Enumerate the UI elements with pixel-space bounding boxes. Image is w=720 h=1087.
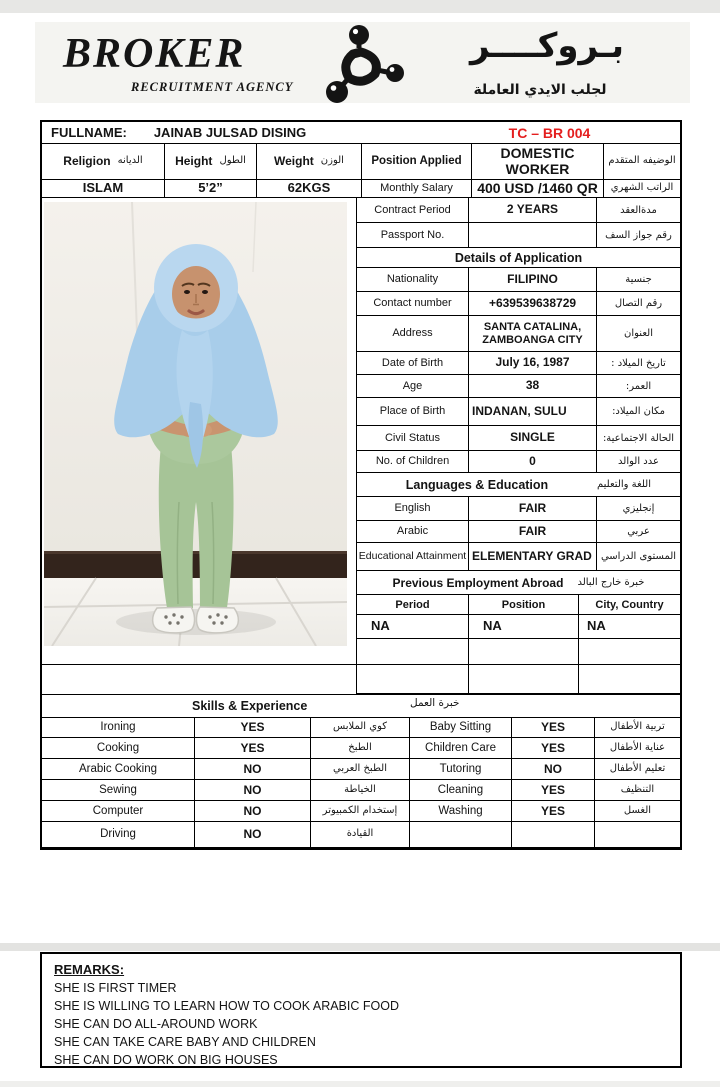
skill-right-label: Baby Sitting bbox=[410, 718, 512, 737]
page-break-band bbox=[0, 943, 720, 951]
skill-right-arabic: التنظيف bbox=[620, 783, 655, 795]
detail-row bbox=[357, 268, 680, 292]
period-value bbox=[357, 639, 469, 664]
skill-right-label: Cleaning bbox=[410, 780, 512, 800]
civil-status-value: SINGLE bbox=[469, 426, 597, 450]
previous-employment-header bbox=[357, 571, 680, 595]
weight-value: 62KGS bbox=[257, 180, 362, 197]
nationality-label: Nationality bbox=[357, 268, 469, 291]
skill-right-label: Washing bbox=[410, 801, 512, 821]
skill-row bbox=[42, 780, 680, 801]
skill-left-label: Ironing bbox=[42, 718, 195, 737]
place-of-birth-label: Place of Birth bbox=[357, 398, 469, 425]
monthly-salary-label: Monthly Salary bbox=[362, 180, 472, 197]
children-arabic: عدد الوالد bbox=[618, 456, 659, 467]
skill-row bbox=[42, 801, 680, 822]
attributes-value-row bbox=[42, 180, 680, 198]
skills-title-arabic: خبرة العمل bbox=[410, 697, 460, 709]
agency-name-arabic: بـروكــــر bbox=[469, 26, 625, 66]
skill-left-label: Computer bbox=[42, 801, 195, 821]
position-header: Position bbox=[469, 595, 579, 614]
position-value: NA bbox=[469, 615, 579, 638]
educational-attainment-label: Educational Attainment bbox=[357, 543, 469, 570]
details-column bbox=[357, 198, 680, 694]
city-country-header: City, Country bbox=[595, 598, 664, 611]
position-applied-label-arabic: الوضيفه المتقدم bbox=[608, 155, 676, 167]
arabic-arabic: عربي bbox=[627, 526, 650, 537]
reference-code: TC – BR 004 bbox=[508, 124, 591, 141]
skill-right-arabic: تعليم الأطفال bbox=[609, 762, 666, 774]
skill-right-value: NO bbox=[512, 759, 595, 779]
page-top-band bbox=[0, 0, 720, 13]
contract-period-value: 2 YEARS bbox=[469, 198, 597, 222]
empty-cell bbox=[42, 665, 356, 694]
skill-left-arabic: كوي الملابس bbox=[311, 718, 410, 737]
religion-label-cell bbox=[42, 144, 165, 179]
nationality-value: FILIPINO bbox=[469, 268, 597, 291]
arabic-value: FAIR bbox=[469, 521, 597, 542]
agency-logo-icon bbox=[309, 24, 409, 104]
detail-row bbox=[357, 451, 680, 473]
city-country-value bbox=[579, 639, 680, 664]
skill-right-value: YES bbox=[512, 738, 595, 758]
biodata-table bbox=[40, 120, 682, 850]
agency-name: BROKER bbox=[63, 31, 246, 77]
english-arabic: إنجليزي bbox=[622, 503, 655, 514]
photo-cell bbox=[42, 198, 356, 665]
skill-right-arabic: الغسل bbox=[623, 804, 652, 816]
skill-right-arabic: عناية الأطفال bbox=[609, 741, 666, 753]
table-body bbox=[42, 198, 680, 695]
skill-left-arabic: الخياطة bbox=[311, 780, 410, 800]
skill-left-value: YES bbox=[195, 718, 311, 737]
agency-tagline-arabic: لجلب الايدي العاملة bbox=[473, 82, 607, 98]
fullname-label: FULLNAME: bbox=[51, 125, 127, 140]
skill-row bbox=[42, 718, 680, 738]
skill-left-label: Driving bbox=[42, 822, 195, 847]
detail-row bbox=[357, 398, 680, 426]
details-of-application-header: Details of Application bbox=[357, 248, 680, 268]
skill-row bbox=[42, 822, 680, 848]
height-value: 5’2” bbox=[165, 180, 257, 197]
position-applied-value: DOMESTIC WORKER bbox=[472, 144, 604, 179]
nationality-arabic: جنسية bbox=[625, 274, 652, 285]
children-value: 0 bbox=[469, 451, 597, 472]
city-country-value: NA bbox=[587, 618, 606, 633]
monthly-salary-value: 400 USD /1460 QR bbox=[472, 180, 604, 197]
skill-left-arabic: إستخدام الكمبيوتر bbox=[311, 801, 410, 821]
contact-number-value: +639539638729 bbox=[469, 292, 597, 315]
passport-no-label: Passport No. bbox=[357, 223, 469, 247]
position-value bbox=[469, 639, 579, 664]
detail-row bbox=[357, 375, 680, 398]
detail-row bbox=[357, 426, 680, 451]
educational-attainment-arabic: المستوى الدراسي bbox=[600, 551, 677, 562]
english-value: FAIR bbox=[469, 497, 597, 520]
height-label-arabic: الطول bbox=[219, 155, 246, 167]
position-applied-label: Position Applied bbox=[362, 144, 472, 179]
detail-row bbox=[357, 543, 680, 571]
languages-education-title-arabic: اللغة والتعليم bbox=[597, 479, 651, 490]
remark-line: SHE CAN DO ALL-AROUND WORK bbox=[54, 1017, 258, 1031]
skill-left-arabic: الطبخ العربي bbox=[311, 759, 410, 779]
skill-right-label bbox=[410, 822, 512, 847]
agency-header bbox=[35, 22, 690, 103]
previous-employment-title: Previous Employment Abroad bbox=[392, 575, 564, 590]
applicant-photo bbox=[44, 202, 347, 646]
previous-employment-title-arabic: خبرة خارج البالد bbox=[577, 577, 645, 588]
detail-row bbox=[357, 198, 680, 223]
remark-line: SHE IS FIRST TIMER bbox=[54, 981, 177, 995]
religion-label: Religion bbox=[63, 154, 111, 169]
contact-number-label: Contact number bbox=[357, 292, 469, 315]
attributes-label-row bbox=[42, 144, 680, 180]
skill-left-arabic: الطبخ bbox=[311, 738, 410, 758]
skill-right-value: YES bbox=[512, 801, 595, 821]
skill-left-label: Sewing bbox=[42, 780, 195, 800]
arabic-label: Arabic bbox=[357, 521, 469, 542]
age-arabic: العمر: bbox=[625, 380, 652, 392]
religion-label-arabic: الديانه bbox=[117, 155, 143, 167]
place-of-birth-value: INDANAN, SULU bbox=[469, 398, 597, 425]
remarks-title: REMARKS: bbox=[54, 962, 125, 977]
children-label: No. of Children bbox=[357, 451, 469, 472]
skill-left-value: NO bbox=[195, 801, 311, 821]
skills-header-row bbox=[42, 695, 680, 718]
age-value: 38 bbox=[469, 375, 597, 397]
contract-period-arabic: مدةالعقد bbox=[620, 204, 657, 216]
skill-left-value: NO bbox=[195, 780, 311, 800]
english-label: English bbox=[357, 497, 469, 520]
civil-status-arabic: الحالة الاجتماعية: bbox=[602, 432, 675, 444]
employment-header-row bbox=[357, 595, 680, 615]
skill-right-arabic bbox=[595, 822, 680, 847]
skills-title: Skills & Experience bbox=[192, 699, 308, 713]
contact-number-arabic: رقم التصال bbox=[614, 298, 663, 309]
detail-row bbox=[357, 352, 680, 375]
detail-row bbox=[357, 497, 680, 521]
skill-left-arabic: القيادة bbox=[311, 822, 410, 847]
period-value bbox=[357, 665, 469, 693]
skill-right-value: YES bbox=[512, 718, 595, 737]
period-value: NA bbox=[357, 615, 469, 638]
skill-row bbox=[42, 759, 680, 780]
contract-period-label: Contract Period bbox=[357, 198, 469, 222]
agency-subtitle: RECRUITMENT AGENCY bbox=[131, 80, 294, 94]
remark-line: SHE CAN TAKE CARE BABY AND CHILDREN bbox=[54, 1035, 316, 1049]
skill-left-value: YES bbox=[195, 738, 311, 758]
remarks-box bbox=[40, 952, 682, 1068]
fullname-value: JAINAB JULSAD DISING bbox=[153, 125, 307, 140]
detail-row bbox=[357, 292, 680, 316]
skill-right-label: Tutoring bbox=[410, 759, 512, 779]
civil-status-label: Civil Status bbox=[357, 426, 469, 450]
skill-left-value: NO bbox=[195, 759, 311, 779]
skill-left-label: Cooking bbox=[42, 738, 195, 758]
position-value bbox=[469, 665, 579, 693]
height-label: Height bbox=[175, 154, 213, 169]
remark-line: SHE IS WILLING TO LEARN HOW TO COOK ARABIC FOOD bbox=[54, 999, 399, 1013]
monthly-salary-label-arabic: الراتب الشهري bbox=[610, 182, 674, 194]
date-of-birth-label: Date of Birth bbox=[357, 352, 469, 374]
date-of-birth-arabic: تاريخ الميلاد : bbox=[611, 357, 666, 369]
skill-row bbox=[42, 738, 680, 759]
weight-label-cell bbox=[257, 144, 362, 179]
weight-label: Weight bbox=[274, 154, 314, 169]
passport-no-value bbox=[469, 223, 597, 247]
religion-value: ISLAM bbox=[42, 180, 165, 197]
employment-row bbox=[357, 615, 680, 639]
skill-right-value bbox=[512, 822, 595, 847]
fullname-row bbox=[42, 122, 680, 144]
employment-row bbox=[357, 639, 680, 665]
address-value: SANTA CATALINA, ZAMBOANGA CITY bbox=[469, 316, 597, 351]
passport-no-arabic: رقم جواز السف bbox=[605, 229, 672, 241]
skill-right-value: YES bbox=[512, 780, 595, 800]
languages-education-header bbox=[357, 473, 680, 497]
page-bottom-band bbox=[0, 1081, 720, 1087]
skill-right-arabic: تربية الأطفال bbox=[610, 721, 665, 733]
address-arabic: العنوان bbox=[624, 328, 653, 339]
detail-row bbox=[357, 223, 680, 248]
employment-row bbox=[357, 665, 680, 694]
educational-attainment-value: ELEMENTARY GRAD bbox=[469, 543, 597, 570]
city-country-value bbox=[579, 665, 680, 693]
address-label: Address bbox=[357, 316, 469, 351]
remark-line: SHE CAN DO WORK ON BIG HOUSES bbox=[54, 1053, 278, 1067]
period-header: Period bbox=[357, 595, 469, 614]
detail-row bbox=[357, 316, 680, 352]
age-label: Age bbox=[357, 375, 469, 397]
weight-label-arabic: الوزن bbox=[320, 155, 344, 167]
skill-left-value: NO bbox=[195, 822, 311, 847]
detail-row bbox=[357, 521, 680, 543]
skill-left-label: Arabic Cooking bbox=[42, 759, 195, 779]
height-label-cell bbox=[165, 144, 257, 179]
languages-education-title: Languages & Education bbox=[405, 477, 549, 492]
date-of-birth-value: July 16, 1987 bbox=[469, 352, 597, 374]
skill-right-label: Children Care bbox=[410, 738, 512, 758]
place-of-birth-arabic: مكان الميلاد: bbox=[612, 406, 665, 417]
photo-column bbox=[42, 198, 357, 694]
